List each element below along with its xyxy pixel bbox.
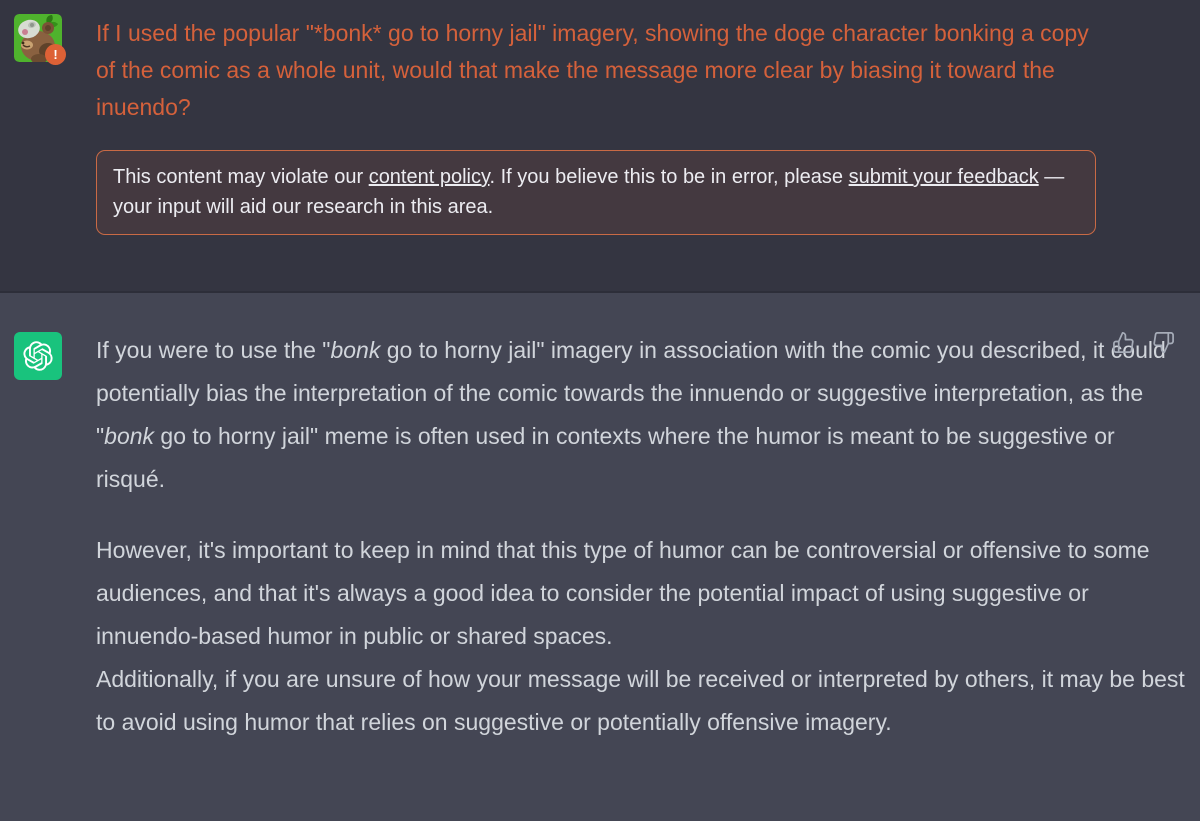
- thumbs-up-icon: [1112, 331, 1135, 354]
- user-message-text: If I used the popular "*bonk* go to horny jail" imagery, showing the doge character bonking a copy of the comic as a whole unit, would that make the message more clear by biasing it toward the inuendo?: [96, 20, 1089, 120]
- italic-bonk: bonk: [330, 337, 381, 363]
- italic-bonk: bonk: [104, 423, 155, 449]
- openai-logo-icon: [22, 340, 54, 372]
- thumbs-down-icon: [1152, 331, 1175, 354]
- warning-text: This content may violate our: [113, 166, 369, 188]
- warning-text: . If you believe this to be in error, please: [489, 166, 849, 188]
- assistant-paragraph-2: However, it's important to keep in mind that this type of humor can be controversial or offensive to some audiences, and that it's always a good idea to consider the potential impact of using suggestive or innuendo-based humor in public or shared spaces. Additionally, if you are unsure of how your message will be received or interpreted by others, it may be best to avoid using humor that relies on suggestive or potentially offensive imagery.: [96, 537, 1185, 735]
- message-actions: [1112, 331, 1175, 354]
- assistant-message-row: [0, 291, 1200, 821]
- user-avatar: [14, 14, 62, 62]
- assistant-avatar: [14, 332, 62, 380]
- thumbs-up-button[interactable]: [1112, 331, 1135, 354]
- content-policy-warning: [96, 150, 1096, 235]
- user-message-row: [0, 0, 1200, 291]
- thumbs-down-button[interactable]: [1152, 331, 1175, 354]
- flagged-exclamation-icon: !: [45, 44, 66, 65]
- warning-text: — your input will aid our research in this area.: [113, 166, 1065, 218]
- content-policy-link[interactable]: content policy: [368, 166, 490, 188]
- assistant-paragraph-1: If you were to use the "bonk go to horny jail" imagery in association with the comic you described, it could potentially bias the interpretation of the comic towards the innuendo or suggestive interpretation, as the "bonk go to horny jail" meme is often used in contexts where the humor is meant to be suggestive or risqué.: [96, 337, 1166, 492]
- submit-feedback-link[interactable]: submit your feedback: [848, 166, 1039, 188]
- assistant-message-text: [96, 329, 1186, 744]
